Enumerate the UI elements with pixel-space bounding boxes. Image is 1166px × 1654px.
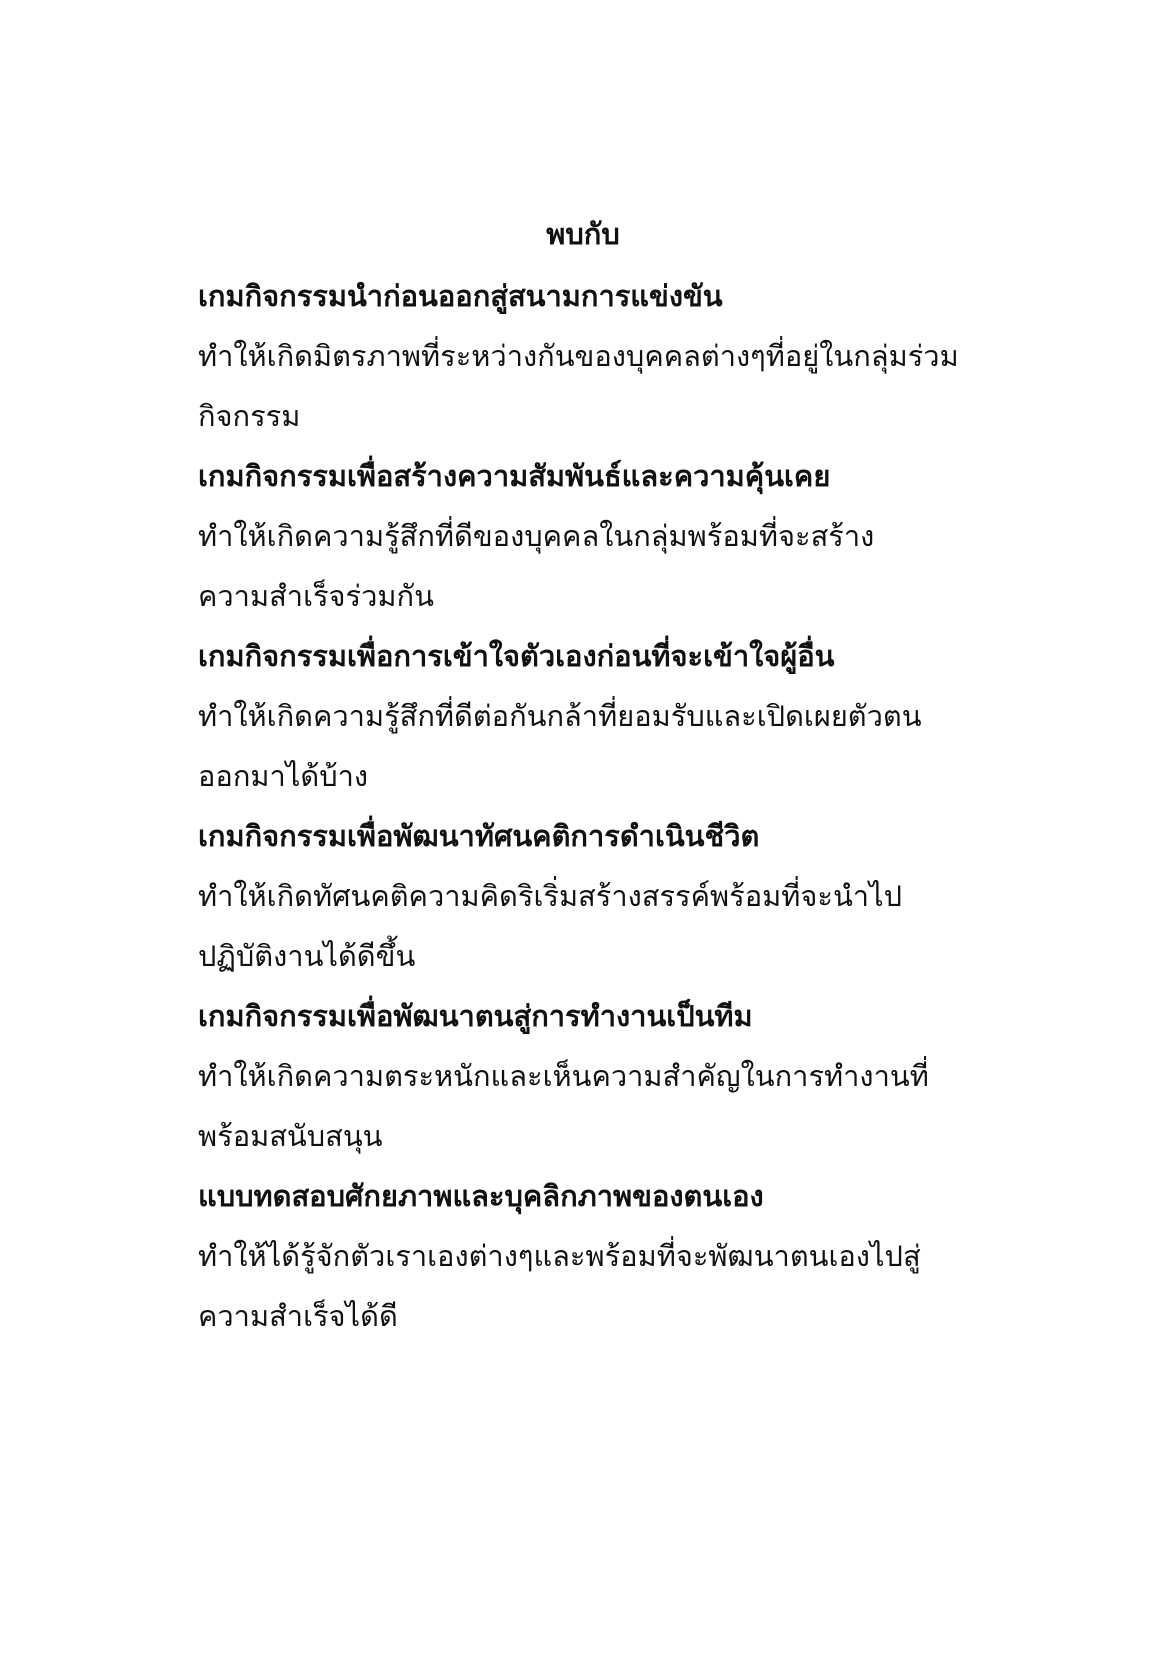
section-text-line: ทำให้เกิดความตระหนักและเห็นความสำคัญในการทำงานที่ <box>198 1059 929 1093</box>
section-heading: เกมกิจกรรมเพื่อพัฒนาทัศนคติการดำเนินชีวิต <box>198 819 760 853</box>
section-text-line: ทำให้ได้รู้จักตัวเราเองต่างๆและพร้อมที่จะพัฒนาตนเองไปสู่ <box>198 1239 921 1273</box>
section-text-line: กิจกรรม <box>198 399 301 433</box>
section-text-line: พร้อมสนับสนุน <box>198 1119 383 1153</box>
section-heading: เกมกิจกรรมนำก่อนออกสู่สนามการแข่งขัน <box>198 279 723 313</box>
section-heading: เกมกิจกรรมเพื่อสร้างความสัมพันธ์และความคุ้นเคย <box>198 459 831 493</box>
section-heading: เกมกิจกรรมเพื่อพัฒนาตนสู่การทำงานเป็นทีม <box>198 999 753 1033</box>
section-text-line: ทำให้เกิดความรู้สึกที่ดีของบุคคลในกลุ่มพร้อมที่จะสร้าง <box>198 519 875 553</box>
section-heading: แบบทดสอบศักยภาพและบุคลิกภาพของตนเอง <box>198 1179 764 1213</box>
section-text-line: ทำให้เกิดทัศนคติความคิดริเริ่มสร้างสรรค์พร้อมที่จะนำไป <box>198 879 903 913</box>
section-text-line: ความสำเร็จร่วมกัน <box>198 579 434 613</box>
section-text-line: ทำให้เกิดความรู้สึกที่ดีต่อกันกล้าที่ยอมรับและเปิดเผยตัวตน <box>198 699 922 733</box>
page-title: พบกับ <box>546 217 620 251</box>
section-text-line: ความสำเร็จได้ดี <box>198 1299 398 1333</box>
section-heading: เกมกิจกรรมเพื่อการเข้าใจตัวเองก่อนที่จะเข้าใจผู้อื่น <box>198 639 835 673</box>
section-text-line: ออกมาได้บ้าง <box>198 759 369 793</box>
section-text-line: ปฏิบัติงานได้ดีขึ้น <box>198 939 416 973</box>
document-body <box>198 266 958 1346</box>
section-text-line: ทำให้เกิดมิตรภาพที่ระหว่างกันของบุคคลต่างๆที่อยู่ในกลุ่มร่วม <box>198 339 959 373</box>
